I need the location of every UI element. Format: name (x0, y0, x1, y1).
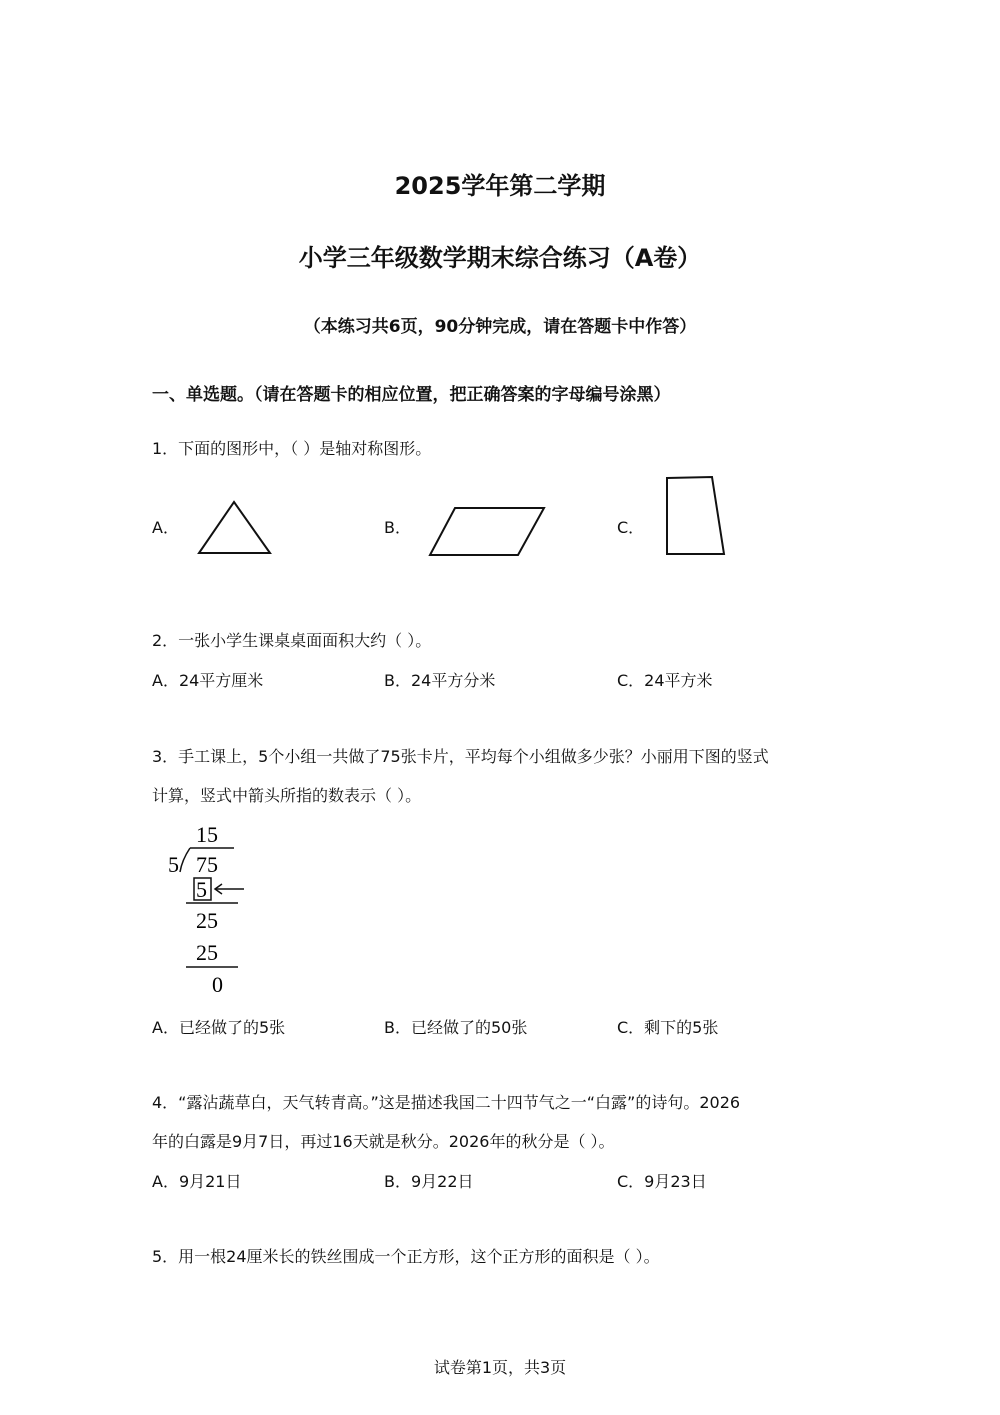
q1-option-a-label: A． (152, 518, 179, 537)
page-footer: 试卷第1页，共3页 (433, 1358, 567, 1377)
page-title: 2025学年第二学期 (394, 172, 606, 200)
q2-option-c: C．24平方米 (617, 671, 713, 690)
division-step-2: 25 (196, 908, 218, 933)
exam-instructions: （本练习共6页，90分钟完成，请在答题卡中作答） (303, 317, 697, 337)
question-1: 1．下面的图形中，（ ）是轴对称图形。 (152, 439, 432, 458)
triangle-icon (196, 498, 276, 560)
q3-option-b: B．已经做了的50张 (384, 1018, 528, 1037)
question-4-line-2: 年的白露是9月7日，再过16天就是秋分。2026年的秋分是（ ）。 (152, 1132, 615, 1151)
parallelogram-icon (426, 505, 550, 559)
q4-option-c: C．9月23日 (617, 1172, 707, 1191)
question-5: 5．用一根24厘米长的铁丝围成一个正方形，这个正方形的面积是（ ）。 (152, 1247, 660, 1266)
page-subtitle: 小学三年级数学期末综合练习（A卷） (298, 244, 702, 272)
q4-option-b: B．9月22日 (384, 1172, 474, 1191)
division-divisor: 5 (168, 852, 179, 877)
long-division-figure (160, 818, 260, 1000)
trapezoid-icon (662, 474, 730, 560)
division-step-3: 25 (196, 940, 218, 965)
question-4-line-1: 4．“露沾蔬草白，天气转青高。”这是描述我国二十四节气之一“白露”的诗句。2026 (152, 1093, 741, 1112)
division-step-1: 5 (196, 877, 207, 902)
q2-option-a: A．24平方厘米 (152, 671, 264, 690)
division-remainder: 0 (212, 972, 223, 997)
q4-option-a: A．9月21日 (152, 1172, 242, 1191)
q2-option-b: B．24平方分米 (384, 671, 496, 690)
section-heading: 一、单选题。（请在答题卡的相应位置，把正确答案的字母编号涂黑） (152, 385, 671, 405)
q3-option-c: C．剩下的5张 (617, 1018, 719, 1037)
division-dividend: 75 (196, 852, 218, 877)
q1-option-c-label: C． (617, 518, 645, 537)
question-3-line-1: 3．手工课上，5个小组一共做了75张卡片，平均每个小组做多少张？小丽用下图的竖式 (152, 747, 769, 766)
q1-option-b-label: B． (384, 518, 411, 537)
question-2: 2．一张小学生课桌桌面面积大约（ ）。 (152, 631, 432, 650)
q3-option-a: A．已经做了的5张 (152, 1018, 286, 1037)
division-quotient: 15 (196, 822, 218, 847)
question-3-line-2: 计算，竖式中箭头所指的数表示（ ）。 (152, 786, 422, 805)
